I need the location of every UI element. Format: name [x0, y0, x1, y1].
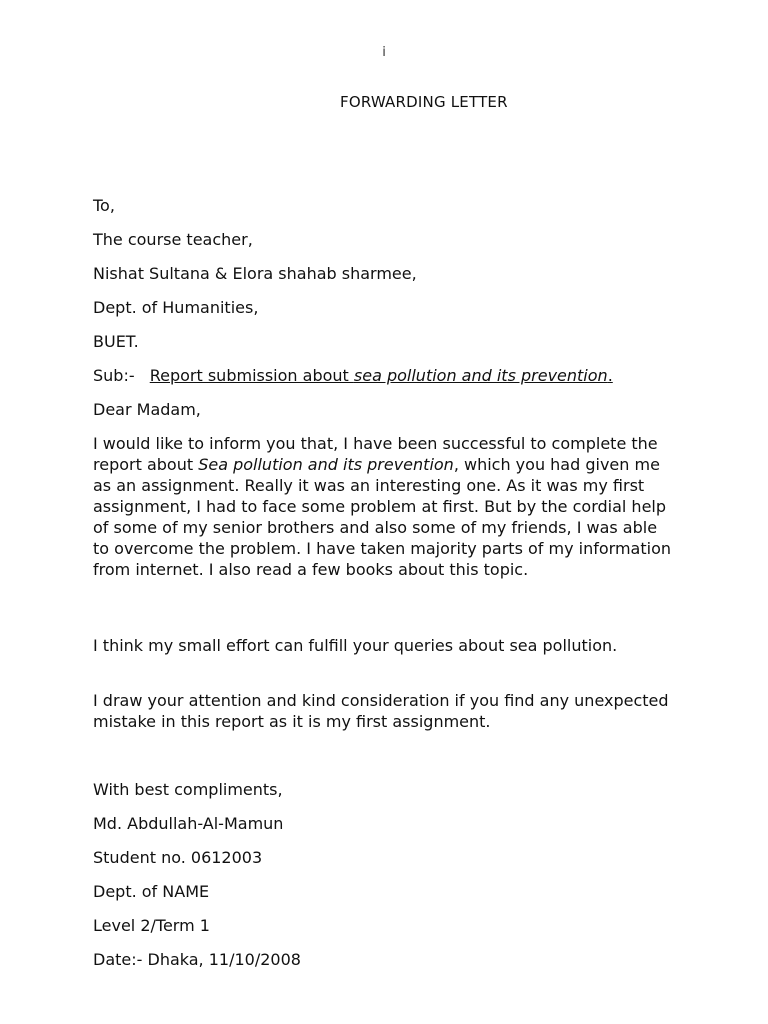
sender-name: Md. Abdullah-Al-Mamun	[93, 814, 284, 833]
body-paragraph-2: I think my small effort can fulfill your queries about sea pollution.	[93, 636, 618, 655]
subject-line	[93, 366, 613, 385]
subject-prefix: Report submission about	[149, 366, 354, 385]
page-title: FORWARDING LETTER	[340, 93, 508, 111]
body-p1-part1: I would like to inform you that, I have been successful to complete the report about	[93, 434, 658, 474]
body-p1-part2: , which you had given me as an assignment. Really it was an interesting one. As it was my first assignment, I had to face some problem at first. But by the cordial help of some of my senior brothers and also some of my friends, I was able to overcome the problem. I have taken majority parts of my information from internet. I also read a few books about this topic.	[93, 455, 671, 579]
subject-label: Sub:-	[93, 366, 135, 385]
letter-date: Date:- Dhaka, 11/10/2008	[93, 950, 301, 969]
body-p1-topic: Sea pollution and its prevention	[198, 455, 454, 474]
level-term: Level 2/Term 1	[93, 916, 210, 935]
sender-department: Dept. of NAME	[93, 882, 210, 901]
recipient-role: The course teacher,	[93, 230, 253, 249]
page-number	[0, 45, 768, 60]
body-paragraph-1	[93, 433, 673, 580]
subject-text	[150, 366, 613, 385]
subject-suffix: .	[607, 366, 613, 385]
body-paragraph-3: I draw your attention and kind consideration if you find any unexpected mistake in this report as it is my first assignment.	[93, 691, 669, 731]
recipient-institution: BUET.	[93, 332, 139, 351]
subject-topic: sea pollution and its prevention	[353, 366, 608, 385]
recipient-department: Dept. of Humanities,	[93, 298, 259, 317]
greeting: Dear Madam,	[93, 400, 201, 419]
closing-compliments: With best compliments,	[93, 780, 283, 799]
address-to: To,	[93, 196, 115, 215]
recipient-names: Nishat Sultana & Elora shahab sharmee,	[93, 264, 417, 283]
student-number: Student no. 0612003	[93, 848, 263, 867]
page-number-text: i	[382, 45, 386, 60]
